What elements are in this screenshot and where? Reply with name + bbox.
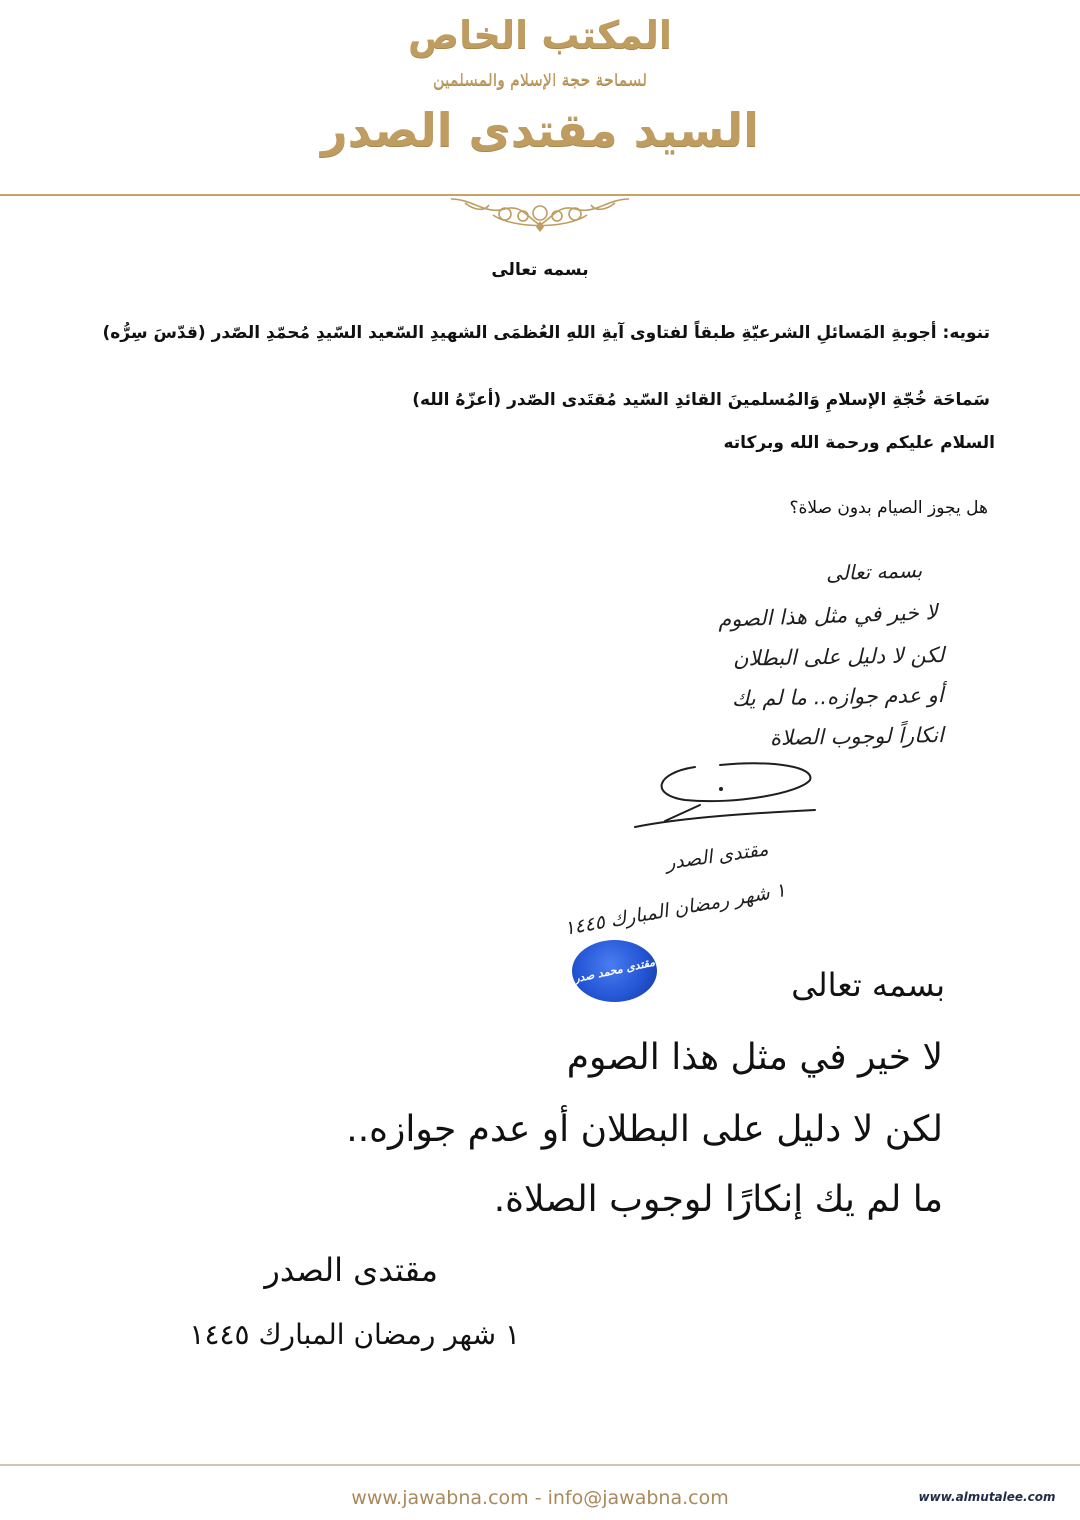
typed-basmala: بسمه تعالى (791, 966, 945, 1004)
handwritten-signature-name: مقتدى الصدر (664, 838, 770, 875)
signature-scribble (625, 755, 825, 840)
footer-contact: www.jawabna.com - info@jawabna.com (351, 1487, 729, 1509)
handwritten-basmala: بسمه تعالى (825, 558, 923, 586)
seal-stamp (572, 940, 657, 1002)
handwritten-line: لا خير في مثل هذا الصوم (718, 600, 939, 632)
handwritten-date: ١ شهر رمضان المبارك ١٤٤٥ (562, 879, 787, 940)
greeting-text: السلام عليكم ورحمة الله وبركاته (723, 433, 995, 453)
handwritten-line: انكاراً لوجوب الصلاة (769, 723, 945, 751)
typed-line: لكن لا دليل على البطلان أو عدم جوازه.. (346, 1109, 943, 1150)
typed-line: لا خير في مثل هذا الصوم (566, 1037, 943, 1078)
stamp-text: مقتدى محمد صدر (572, 955, 657, 986)
header-subtitle: لسماحة حجة الإسلام والمسلمين (432, 70, 648, 89)
basmala: بسمه تعالى (491, 260, 589, 280)
addressee-text: سَماحَة خُجّةِ الإسلامِ وَالمُسلمينَ القائدِ السّيد مُقتَدى الصّدر (أعزّهُ الله) (412, 390, 990, 410)
footer-divider (0, 1464, 1080, 1466)
handwritten-line: أو عدم جوازه.. ما لم يك (732, 683, 945, 711)
typed-signature: مقتدى الصدر (264, 1251, 438, 1289)
typed-line: ما لم يك إنكارًا لوجوب الصلاة. (493, 1179, 943, 1220)
watermark: www.almutalee.com (914, 1487, 1060, 1508)
header-title: المكتب الخاص (408, 13, 672, 57)
handwritten-line: لكن لا دليل على البطلان (732, 643, 945, 671)
typed-date: ١ شهر رمضان المبارك ١٤٤٥ (189, 1318, 520, 1351)
question-text: هل يجوز الصيام بدون صلاة؟ (789, 498, 988, 518)
ornament-icon (445, 195, 635, 233)
notice-text: تنويه: أجوبةِ المَسائلِ الشرعيّةِ طبقاً لفتاوى آيةِ اللهِ العُظمَى الشهيدِ السّعيد السّيدِ مُحمّدِ الصّدر (قدّسَ سِرُّه) (102, 323, 990, 343)
header-name: السيد مقتدى الصدر (321, 103, 759, 157)
